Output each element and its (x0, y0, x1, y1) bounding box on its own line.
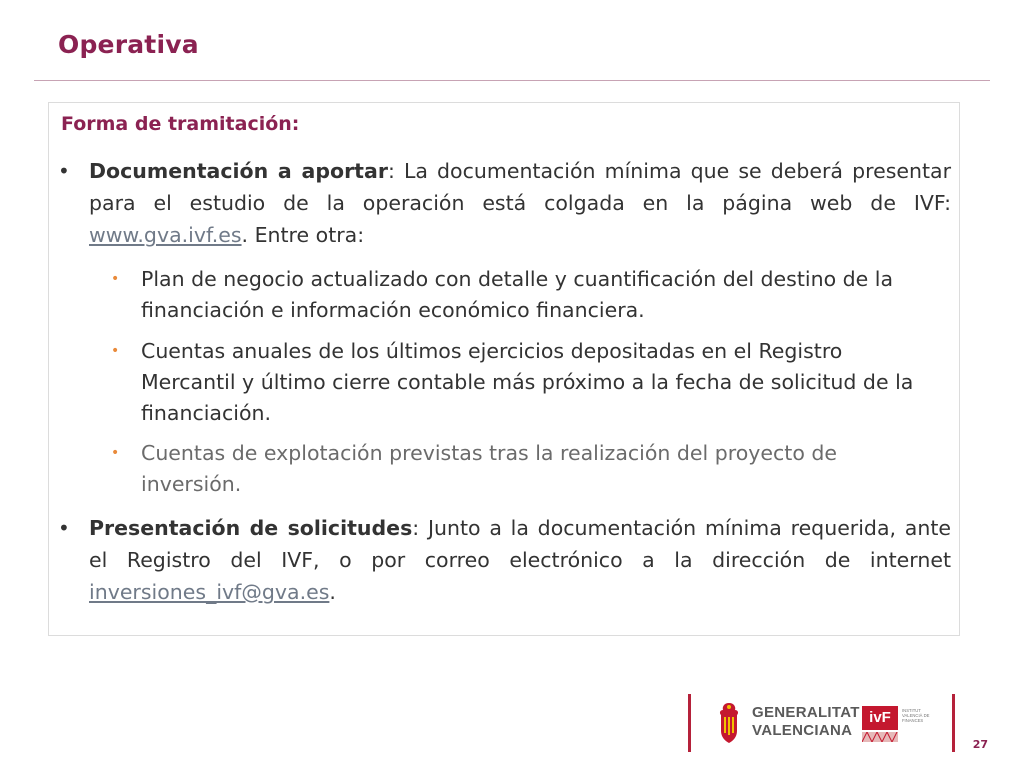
gva-line-1: GENERALITAT (752, 704, 860, 721)
ivf-logo-mark: ivF (862, 706, 898, 730)
footer-logos (688, 694, 956, 752)
gva-line-2: VALENCIANA (752, 722, 853, 739)
website-link[interactable]: www.gva.ivf.es (89, 223, 242, 247)
page-number: 27 (972, 738, 988, 751)
slide-title: Operativa (58, 30, 199, 59)
bullet-body-end: . Entre otra: (241, 223, 365, 247)
logo-divider-left (688, 694, 691, 752)
subbullet-dot: • (111, 343, 120, 359)
bullet-dot: • (58, 516, 70, 540)
section-heading: Forma de tramitación: (61, 113, 300, 135)
bullet-bold-label: Presentación de solicitudes (89, 516, 413, 540)
coat-of-arms-icon (714, 701, 744, 745)
bullet-body-end: . (329, 580, 336, 604)
bullet-text (89, 155, 951, 251)
bullet-body: : Junto a la documentación mínima requerida, ante el Registro del IVF, o por correo electrónico a la dirección de internet (89, 516, 951, 572)
ivf-pattern-icon (862, 732, 898, 742)
subitem-text: Plan de negocio actualizado con detalle y cuantificación del destino de la financiación e información económico financiera. (141, 267, 894, 322)
subitem-text: Cuentas anuales de los últimos ejercicios depositadas en el Registro Mercantil y último cierre contable más próximo a la fecha de solicitud de la financiación. (141, 339, 914, 425)
ivf-logo (862, 706, 932, 742)
logo-divider-right (952, 694, 955, 752)
bullet-bold-label: Documentación a aportar (89, 159, 388, 183)
ivf-logo-subtext: INSTITUT VALENCIÀ DE FINANCES (902, 708, 930, 723)
subitem-text: Cuentas de explotación previstas tras la realización del proyecto de inversión. (141, 441, 837, 496)
email-link[interactable]: inversiones_ivf@gva.es (89, 580, 330, 604)
title-divider (34, 80, 990, 81)
bullet-text (89, 512, 951, 608)
content-box (48, 102, 960, 636)
subbullet-dot: • (111, 445, 120, 461)
subbullet-dot: • (111, 271, 120, 287)
gva-logo-text (752, 704, 860, 740)
bullet-dot: • (58, 159, 70, 183)
bullet-body: : La documentación mínima que se deberá presentar para el estudio de la operación está colgada en la página web de IVF: (89, 159, 952, 215)
